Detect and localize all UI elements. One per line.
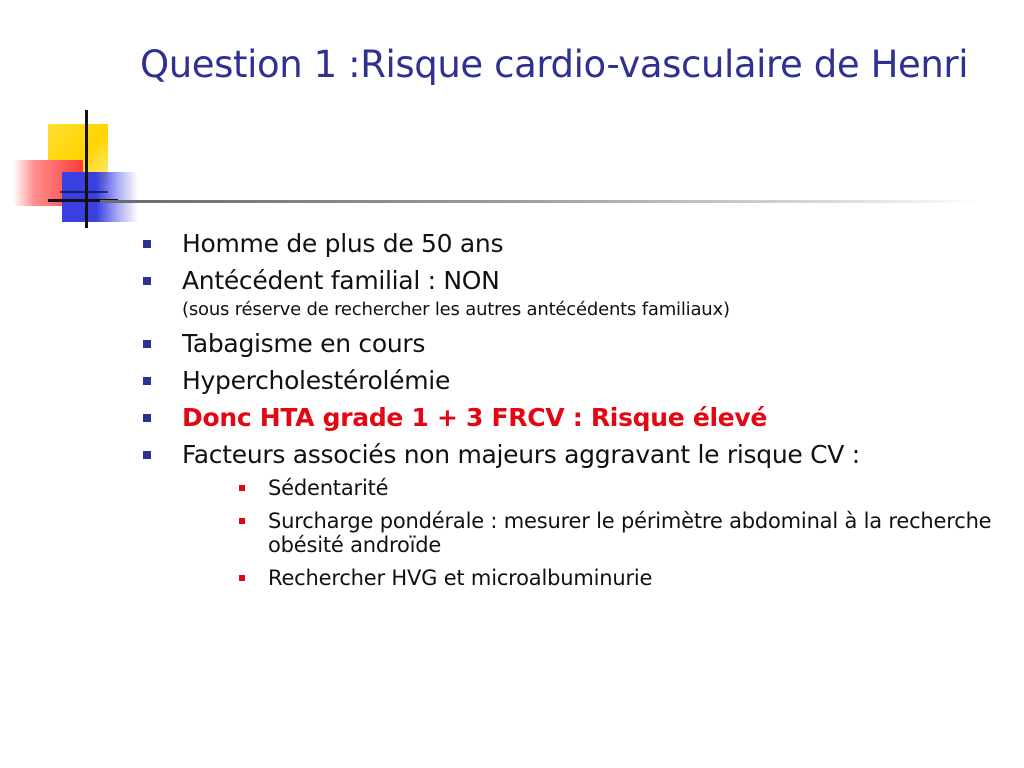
square-bullet-icon — [143, 451, 151, 459]
list-item — [140, 439, 1000, 590]
square-bullet-icon — [143, 277, 151, 285]
sub-list-item-text: Rechercher HVG et microalbuminurie — [268, 566, 653, 590]
list-item — [140, 228, 1000, 259]
list-item-text: Hypercholestérolémie — [182, 366, 451, 395]
sub-list-item-text: Surcharge pondérale : mesurer le périmètre abdominal à la recherche obésité androïde — [268, 509, 992, 557]
red-square-bullet-icon — [239, 485, 245, 491]
list-item-text: Homme de plus de 50 ans — [182, 229, 504, 258]
red-square-bullet-icon — [239, 518, 245, 524]
title-divider — [100, 200, 980, 203]
list-item — [140, 328, 1000, 359]
decorative-squares-logo — [0, 0, 140, 240]
square-bullet-icon — [143, 340, 151, 348]
square-bullet-icon — [143, 240, 151, 248]
list-item-conclusion — [140, 402, 1000, 433]
square-bullet-icon — [143, 414, 151, 422]
list-item-text: Facteurs associés non majeurs aggravant le risque CV : — [182, 440, 860, 469]
sub-bullet-list — [182, 476, 1000, 590]
sub-list-item — [182, 476, 1000, 500]
list-item-text: Tabagisme en cours — [182, 329, 426, 358]
slide-title: Question 1 :Risque cardio-vasculaire de Henri — [140, 43, 969, 86]
red-square-bullet-icon — [239, 575, 245, 581]
bullet-list — [140, 228, 1000, 599]
list-item — [140, 365, 1000, 396]
decorative-vertical-line — [85, 110, 88, 228]
sub-list-item — [182, 509, 1000, 557]
decorative-line — [60, 191, 108, 193]
square-bullet-icon — [143, 377, 151, 385]
list-item-text: Antécédent familial : NON — [182, 266, 500, 295]
sub-list-item — [182, 566, 1000, 590]
list-item-text: Donc HTA grade 1 + 3 FRCV : Risque élevé — [182, 403, 768, 432]
list-item — [140, 265, 1000, 322]
blue-square-decoration — [62, 172, 138, 222]
sub-list-item-text: Sédentarité — [268, 476, 389, 500]
list-item-note: (sous réserve de rechercher les autres antécédents familiaux) — [182, 299, 730, 320]
